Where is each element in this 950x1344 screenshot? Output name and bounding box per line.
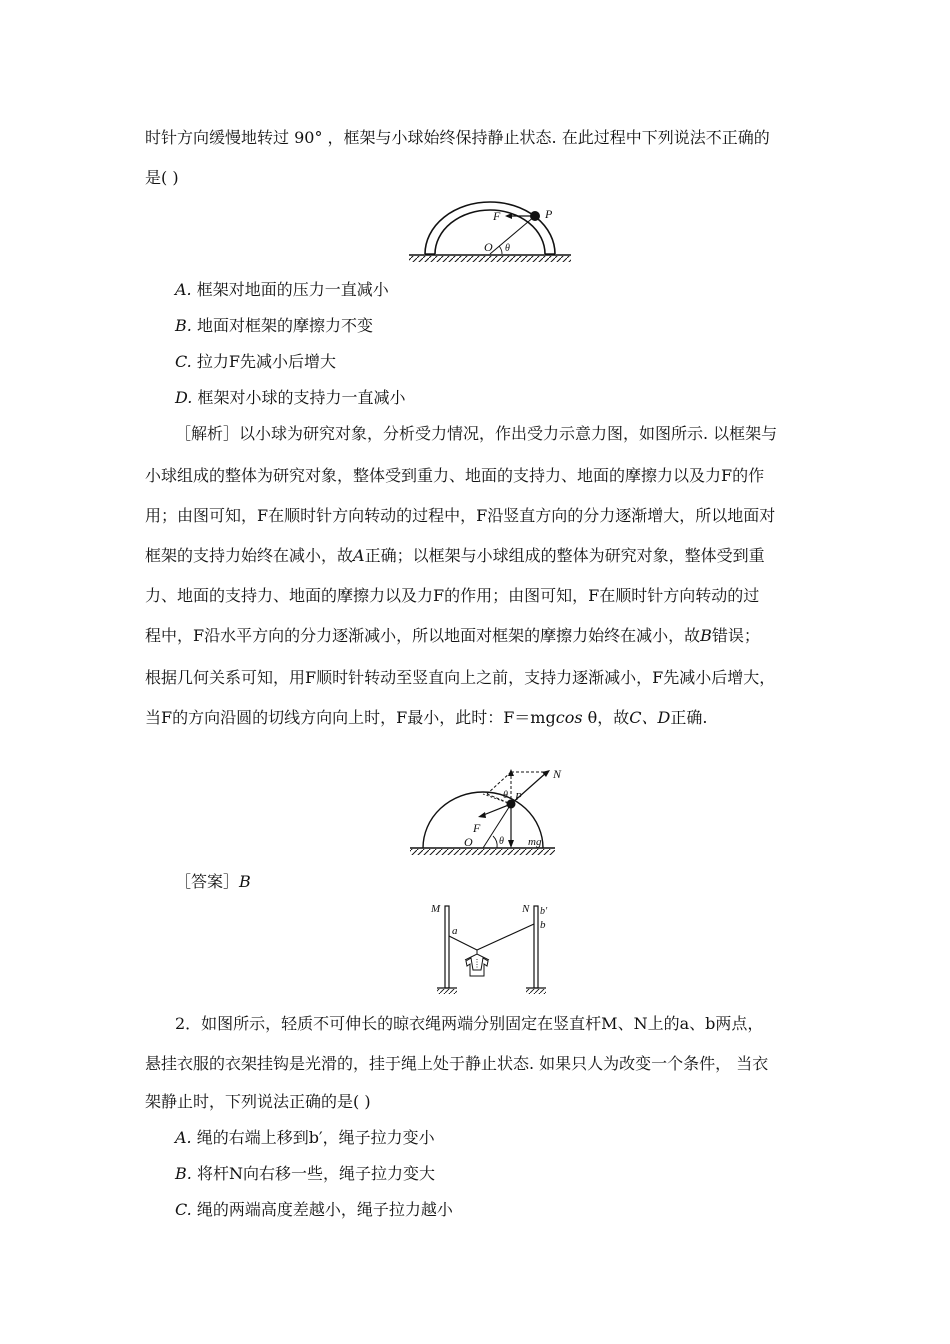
text-run: 正确. [670, 708, 708, 727]
text-run: 当F的方向沿圆的切线方向向上时，F最小，此时：F＝mg [145, 708, 556, 727]
fig2-label-theta-top: θ [503, 790, 508, 801]
q1-option-c [175, 352, 336, 372]
option-text: 拉力F先减小后增大 [196, 352, 336, 371]
ball-p [530, 211, 540, 221]
option-ref: A [353, 546, 365, 565]
option-text: 框架对地面的压力一直减小 [196, 280, 389, 299]
q1-stem-line-1: 时针方向缓慢地转过 90° ，框架与小球始终保持静止状态. 在此过程中下列说法不正确的 [145, 128, 770, 147]
analysis-line-8 [145, 708, 707, 728]
q1-option-a [175, 280, 389, 300]
fig2-label-n: N [553, 767, 562, 781]
text-run: 正确；以框架与小球组成的整体为研究对象，整体受到重 [364, 546, 765, 565]
fig2-label-theta: θ [499, 836, 504, 847]
option-letter: A. [175, 1128, 192, 1147]
analysis-line-3: 用；由图可知，F在顺时针方向转动的过程中，F沿竖直方向的分力逐渐增大，所以地面对 [145, 506, 776, 525]
fig2-label-o: O [464, 835, 473, 849]
pole-m [445, 906, 449, 988]
option-text: 将杆N向右移一些，绳子拉力变大 [196, 1164, 435, 1183]
q2-option-a [175, 1128, 435, 1148]
fig1-label-f: F [493, 209, 501, 223]
fig2-label-mg: mg [528, 836, 542, 848]
option-text: 地面对框架的摩擦力不变 [196, 316, 373, 335]
analysis-line-1: ［解析］以小球为研究对象，分析受力情况，作出受力示意力图，如图所示. 以框架与 [175, 424, 778, 443]
q1-option-b [175, 316, 373, 336]
q1-answer [175, 872, 251, 892]
pole-n [534, 906, 538, 988]
fig3-label-n: N [522, 903, 530, 915]
q2-stem-line-2: 悬挂衣服的衣架挂钩是光滑的，挂于绳上处于静止状态. 如果只人为改变一个条件， 当衣 [145, 1054, 769, 1073]
option-letter: C. [175, 352, 192, 371]
option-text: 绳的两端高度差越小，绳子拉力越小 [196, 1200, 453, 1219]
text-run: 程中，F沿水平方向的分力逐渐减小，所以地面对框架的摩擦力始终在减小，故 [145, 626, 701, 645]
text-run: 框架的支持力始终在减小，故 [145, 546, 354, 565]
q1-option-d [175, 388, 405, 408]
text-run: 错误； [711, 626, 760, 645]
option-letter: A. [175, 280, 192, 299]
option-ref: C、D [629, 708, 671, 727]
option-text: 绳的右端上移到b′，绳子拉力变小 [196, 1128, 435, 1147]
fig3-label-m: M [431, 903, 441, 915]
option-letter: D. [175, 388, 193, 407]
option-letter: B. [175, 316, 192, 335]
fig1-label-theta: θ [505, 243, 510, 254]
answer-label: ［答案］ [175, 872, 240, 891]
analysis-line-6 [145, 626, 760, 646]
fig3-label-a: a [452, 925, 458, 937]
figure-force-diagram [405, 760, 580, 860]
fig3-label-b-prime: b′ [540, 906, 548, 917]
figure-frame-ball [405, 198, 575, 266]
q2-stem-line-1: 2．如图所示，轻质不可伸长的晾衣绳两端分别固定在竖直杆M、N上的a、b两点， [175, 1014, 764, 1033]
q2-option-c [175, 1200, 453, 1220]
fig1-label-o: O [484, 240, 493, 254]
option-text: 框架对小球的支持力一直减小 [197, 388, 406, 407]
answer-value: B [239, 872, 251, 891]
option-ref: B [700, 626, 712, 645]
option-letter: C. [175, 1200, 192, 1219]
fig1-label-p: P [545, 207, 553, 221]
fig2-label-f: F [473, 821, 481, 835]
q1-stem-line-2: 是( ) [145, 168, 179, 187]
q2-stem-line-3: 架静止时，下列说法正确的是( ) [145, 1092, 371, 1111]
figure-clothesline [425, 898, 560, 998]
option-letter: B. [175, 1164, 192, 1183]
analysis-line-5: 力、地面的支持力、地面的摩擦力以及力F的作用；由图可知，F在顺时针方向转动的过 [145, 586, 760, 605]
cos-symbol: cos [555, 708, 583, 727]
analysis-line-2: 小球组成的整体为研究对象，整体受到重力、地面的支持力、地面的摩擦力以及力F的作 [145, 466, 765, 485]
fig2-label-p: P [515, 791, 522, 803]
fig3-label-b: b [540, 919, 546, 931]
q2-option-b [175, 1164, 435, 1184]
analysis-line-4 [145, 546, 765, 566]
analysis-line-7: 根据几何关系可知，用F顺时针转动至竖直向上之前，支持力逐渐减小，F先减小后增大， [145, 668, 776, 687]
text-run: θ，故 [582, 708, 630, 727]
